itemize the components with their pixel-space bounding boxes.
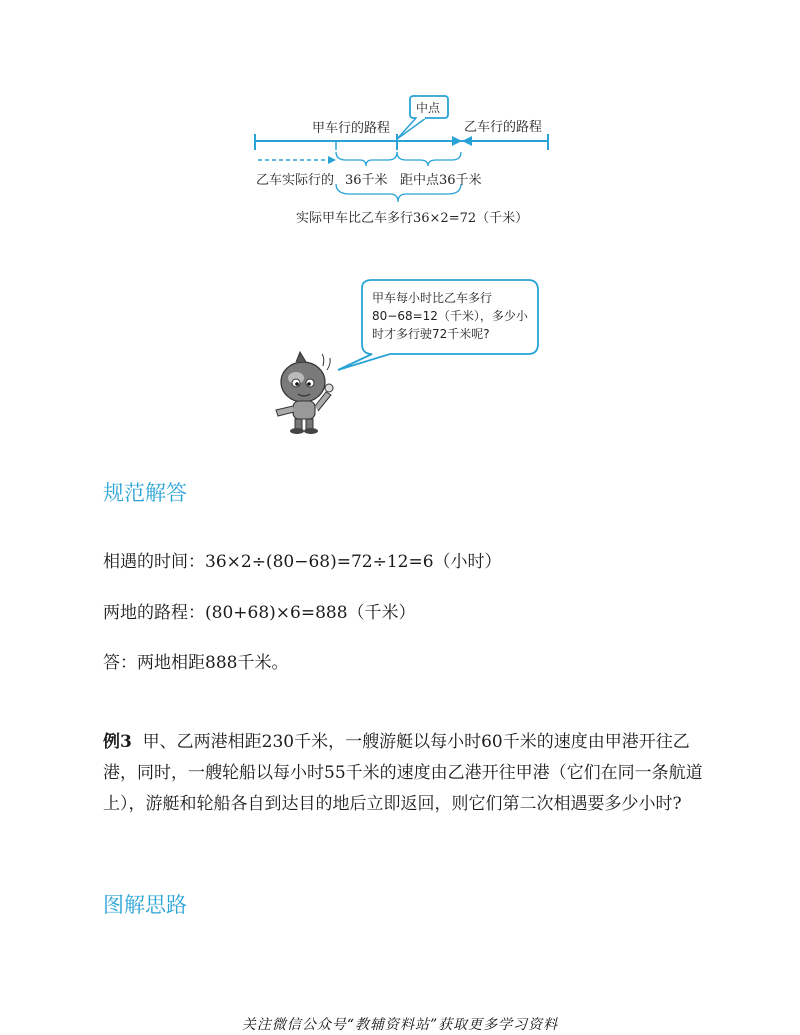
example-label: 例3 [103, 732, 132, 752]
example-problem [103, 727, 713, 820]
brace-from-midpoint [397, 152, 461, 166]
segment-36km-label: 36千米 [345, 173, 388, 188]
line-segment-diagram [0, 0, 800, 440]
speech-bubble [338, 280, 538, 370]
from-midpoint-label: 距中点36千米 [400, 173, 482, 188]
solution-heading: 规范解答 [103, 481, 187, 505]
midpoint-label: 中点 [416, 101, 441, 115]
example-text: 甲、乙两港相距230千米，一艘游艇以每小时60千米的速度由甲港开往乙港，同时，一艘轮船以每小时55千米的速度由乙港开往甲港（它们在同一条航道上），游艇和轮船各自到达目的地后立即返回，则它们第二次相遇要多少小时? [103, 732, 703, 814]
summary-label: 实际甲车比乙车多行36×2=72（千米） [296, 211, 529, 226]
diagram-heading: 图解思路 [103, 893, 187, 917]
car-b-route-label: 乙车行的路程 [464, 120, 543, 135]
solution-line-distance: 两地的路程：(80+68)×6=888（千米） [103, 603, 416, 623]
car-a-route-label: 甲车行的路程 [312, 121, 391, 136]
bubble-line-2: 80−68=12（千米），多少小 [372, 309, 528, 323]
solution-answer: 答：两地相距888千米。 [103, 653, 289, 673]
solution-line-meeting-time: 相遇的时间：36×2÷(80−68)=72÷12=6（小时） [103, 552, 502, 572]
brace-36km [336, 152, 397, 166]
bubble-line-3: 时才多行驶72千米呢? [372, 327, 490, 341]
car-b-actual-label: 乙车实际行的 [256, 173, 335, 188]
bubble-line-1: 甲车每小时比乙车多行 [372, 291, 493, 305]
mascot-illustration [276, 352, 333, 434]
footer-note: 关注微信公众号“教辅资料站”获取更多学习资料 [241, 1017, 559, 1033]
